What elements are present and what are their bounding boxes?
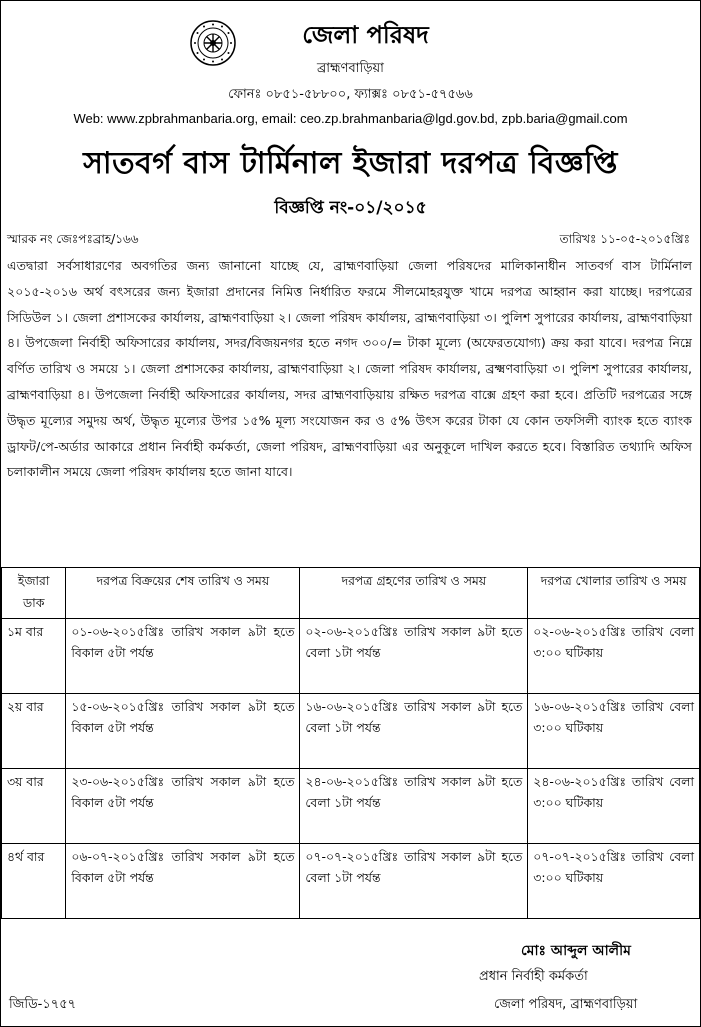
col-header-receive: দরপত্র গ্রহণের তারিখ ও সময় [300,568,528,619]
table-row [2,694,700,769]
table-row [2,844,700,919]
table-row [2,619,700,694]
receive-cell: ২৪-০৬-২০১৫খ্রিঃ তারিখ সকাল ৯টা হতে বেলা ১টা পর্যন্ত [300,769,528,844]
org-name: জেলা পরিষদ [302,21,429,49]
sale-cell: ০১-০৬-২০১৫খ্রিঃ তারিখ সকাল ৯টা হতে বিকাল ৫টা পর্যন্ত [66,619,300,694]
receive-cell: ০২-০৬-২০১৫খ্রিঃ তারিখ সকাল ৯টা হতে বেলা ১টা পর্যন্ত [300,619,528,694]
notice-title: সাতবর্গ বাস টার্মিনাল ইজারা দরপত্র বিজ্ঞপ্তি [83,146,618,181]
sale-cell: ১৫-০৬-২০১৫খ্রিঃ তারিখ সকাল ৯টা হতে বিকাল ৫টা পর্যন্ত [66,694,300,769]
sale-cell: ০৬-০৭-২০১৫খ্রিঃ তারিখ সকাল ৯টা হতে বিকাল ৫টা পর্যন্ত [66,844,300,919]
open-cell: ২৪-০৬-২০১৫খ্রিঃ তারিখ বেলা ৩:০০ ঘটিকায় [528,769,700,844]
web-email: Web: www.zpbrahmanbaria.org, email: ceo.zp.brahmanbaria@lgd.gov.bd, zpb.baria@gmail.com [73,111,628,126]
phone-fax: ফোনঃ ০৮৫১-৫৮৮০০, ফ্যাক্সঃ ০৮৫১-৫৭৫৬৬ [228,87,473,102]
notice-body: এতদ্বারা সর্বসাধারণের অবগতির জন্য জানানো যাচ্ছে যে, ব্রাহ্মণবাড়িয়া জেলা পরিষদের মালিকানাধীন সাতবর্গ বাস টার্মিনাল ২০১৫-২০১৬ অর্থ বৎসরের জন্য ইজারা প্রদানের নিমিত্ত নির্ধারিত ফরমে সীলমোহরযুক্ত খামে দরপত্র আহ্বান করা যাচ্ছে। দরপত্রের সিডিউল ১। জেলা প্রশাসকের কার্যালয়, ব্রাহ্মণবাড়িয়া ২। জেলা পরিষদ কার্যালয়, ব্রাহ্মণবাড়িয়া ৩। পুলিশ সুপারের কার্যালয়, ব্রাহ্মণবাড়িয়া ৪। উপজেলা নির্বাহী অফিসারের কার্যালয়, সদর/বিজয়নগর হতে নগদ ৩০০/= টাকা মূল্যে (অফেরতযোগ্য) ক্রয় করা যাবে। দরপত্র নিম্নে বর্ণিত তারিখ ও সময়ে ১। জেলা প্রশাসকের কার্যালয়, ব্রাহ্মণবাড়িয়া ২। জেলা পরিষদ কার্যালয়, ব্রক্ষ্মণবাড়িয়া ৩। পুলিশ সুপারের কার্যালয়, ব্রাহ্মণবাড়িয়া ৪। উপজেলা নির্বাহী অফিসারের কার্যালয়, সদর ব্রাহ্মণবাড়িয়ায় রক্ষিত দরপত্র বাক্সে গ্রহণ করা হবে। প্রতিটি দরপত্রের সঙ্গে উদ্ধৃত মূল্যের সমুদয় অর্থ, উদ্ধৃত মূল্যের উপর ১৫% মূল্য সংযোজন কর ও ৫% উৎস করের টাকা যে কোন তফসিলী ব্যাংক হতে ব্যাংক ড্রাফট/পে-অর্ডার আকারে প্রধান নির্বাহী কর্মকর্তা, জেলা পরিষদ, ব্রাহ্মণবাড়িয়া এর অনুকূলে দাখিল করতে হবে। বিস্তারিত তথ্যাদি অফিস চলাকালীন সময়ে জেলা পরিষদ কার্যালয় হতে জানা যাবে। [7,258,692,480]
col-header-sale: দরপত্র বিক্রয়ের শেষ তারিখ ও সময় [66,568,300,619]
open-cell: ০৭-০৭-২০১৫খ্রিঃ তারিখ বেলা ৩:০০ ঘটিকায় [528,844,700,919]
sale-cell: ২৩-০৬-২০১৫খ্রিঃ তারিখ সকাল ৯টা হতে বিকাল ৫টা পর্যন্ত [66,769,300,844]
table-row [2,769,700,844]
round-cell: ১ম বার [2,619,66,694]
round-cell: ৪র্থ বার [2,844,66,919]
memo-number: স্মারক নং জেঃপঃব্রাহ/১৬৬ [7,232,139,246]
open-cell: ১৬-০৬-২০১৫খ্রিঃ তারিখ বেলা ৩:০০ ঘটিকায় [528,694,700,769]
table-header-row [2,568,700,619]
notice-date: তারিখঃ ১১-০৫-২০১৫খ্রিঃ [559,232,690,246]
round-cell: ২য় বার [2,694,66,769]
receive-cell: ০৭-০৭-২০১৫খ্রিঃ তারিখ সকাল ৯টা হতে বেলা ১টা পর্যন্ত [300,844,528,919]
signatory-name: মোঃ আব্দুল আলীম [521,943,631,959]
notice-number: বিজ্ঞপ্তি নং-০১/২০১৫ [274,198,427,218]
open-cell: ০২-০৬-২০১৫খ্রিঃ তারিখ বেলা ৩:০০ ঘটিকায় [528,619,700,694]
col-header-open: দরপত্র খোলার তারিখ ও সময় [528,568,700,619]
signatory-designation: প্রধান নির্বাহী কর্মকর্তা [479,969,588,984]
signatory-office: জেলা পরিষদ, ব্রাহ্মণবাড়িয়া [494,997,638,1012]
round-cell: ৩য় বার [2,769,66,844]
schedule-table [1,567,700,919]
col-header-round: ইজারা ডাক [2,568,66,619]
receive-cell: ১৬-০৬-২০১৫খ্রিঃ তারিখ সকাল ৯টা হতে বেলা ১টা পর্যন্ত [300,694,528,769]
gd-number: জিডি-১৭৫৭ [9,997,77,1012]
district-name: ব্রাহ্মণবাড়িয়া [317,61,384,76]
